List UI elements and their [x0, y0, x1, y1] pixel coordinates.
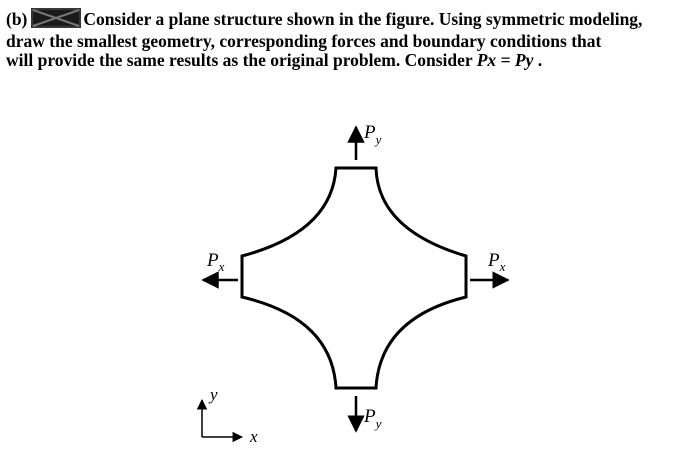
plate-outline	[242, 168, 466, 388]
force-label-left: $P_x$	[207, 250, 225, 274]
axis-y-label: y	[210, 385, 218, 404]
force-label-bottom: $P_y$	[364, 406, 382, 431]
problem-label: (b)	[6, 9, 28, 29]
axis-x-label: x	[250, 427, 258, 446]
problem-text-line-2: draw the smallest geometry, corresponding forces and boundary conditions that	[6, 31, 602, 51]
force-label-top: $P_y$	[364, 122, 382, 147]
problem-text-line-3: will provide the same results as the original problem. Consider	[6, 50, 477, 70]
problem-text-line-3-end: .	[533, 50, 543, 70]
load-condition: Px = Py	[476, 50, 534, 70]
problem-text-line-1: Consider a plane structure shown in the figure. Using symmetric modeling,	[83, 9, 643, 29]
force-label-right: $P_x$	[488, 250, 506, 274]
